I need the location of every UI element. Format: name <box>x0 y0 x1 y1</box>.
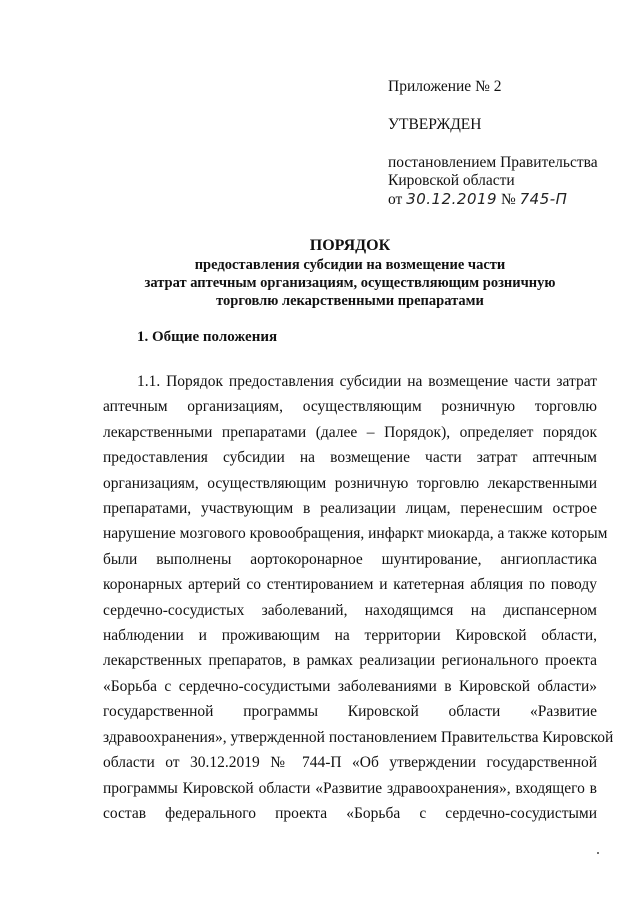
text-line: были выполнены аортокоронарное шунтирование, ангиопластика <box>103 550 597 568</box>
appendix-number: Приложение № 2 <box>388 78 502 95</box>
title-subline: затрат аптечным организациям, осуществляющим розничную <box>144 275 556 291</box>
text-line: «Борьба с сердечно-сосудистыми заболеваниями в Кировской области» <box>103 677 597 695</box>
title-subline: торговлю лекарственными препаратами <box>216 293 484 309</box>
document-title-block <box>70 236 630 310</box>
document-title: ПОРЯДОК <box>309 237 391 254</box>
number-sign: № <box>500 191 516 208</box>
text-line: состав федерального проекта «Борьба с сердечно-сосудистыми <box>103 804 597 822</box>
approved-label: УТВЕРЖДЕН <box>388 116 482 133</box>
text-line: организациям, осуществляющим розничную торговлю лекарственными <box>103 474 597 492</box>
text-line: препаратами, участвующим в реализации лицам, перенесшим острое <box>103 500 597 518</box>
handwritten-date: 30.12.2019 <box>406 190 498 208</box>
text-line: предоставления субсидии на возмещение части затрат аптечным <box>103 449 597 467</box>
text-line: нарушение мозгового кровообращения, инфаркт миокарда, а также которым <box>103 525 608 543</box>
approval-line-1: постановлением Правительства <box>388 154 598 171</box>
text-line: аптечным организациям, осуществляющим розничную торговлю <box>103 398 597 416</box>
text-line: лекарственных препаратов, в рамках реализации регионального проекта <box>103 652 597 670</box>
text-line: 1.1. Порядок предоставления субсидии на возмещение части затрат <box>137 373 597 390</box>
text-line: здравоохранения», утвержденной постановлением Правительства Кировской <box>103 728 614 746</box>
approval-stamp-block <box>388 78 598 209</box>
text-line: коронарных артерий со стентированием и катетерная абляция по поводу <box>103 576 597 594</box>
handwritten-number: 745-П <box>519 190 568 208</box>
date-prefix: от <box>388 191 403 208</box>
title-subline: предоставления субсидии на возмещение части <box>194 257 506 273</box>
text-line: программы Кировской области «Развитие здравоохранения», входящего в <box>103 779 597 797</box>
text-line: государственной программы Кировской области «Развитие <box>103 703 597 721</box>
approval-date-line <box>388 190 598 209</box>
text-line: лекарственными препаратами (далее – Порядок), определяет порядок <box>103 423 597 441</box>
approval-line-2: Кировской области <box>388 172 515 189</box>
text-line: наблюдении и проживающим на территории Кировской области, <box>103 627 597 645</box>
text-line: сердечно-сосудистых заболеваний, находящимся на диспансерном <box>103 601 597 619</box>
scan-speck <box>597 852 599 854</box>
text-line: области от 30.12.2019 № 744-П «Об утверждении государственной <box>103 754 597 772</box>
body-paragraph <box>103 369 614 826</box>
section-heading: 1. Общие положения <box>137 329 278 345</box>
